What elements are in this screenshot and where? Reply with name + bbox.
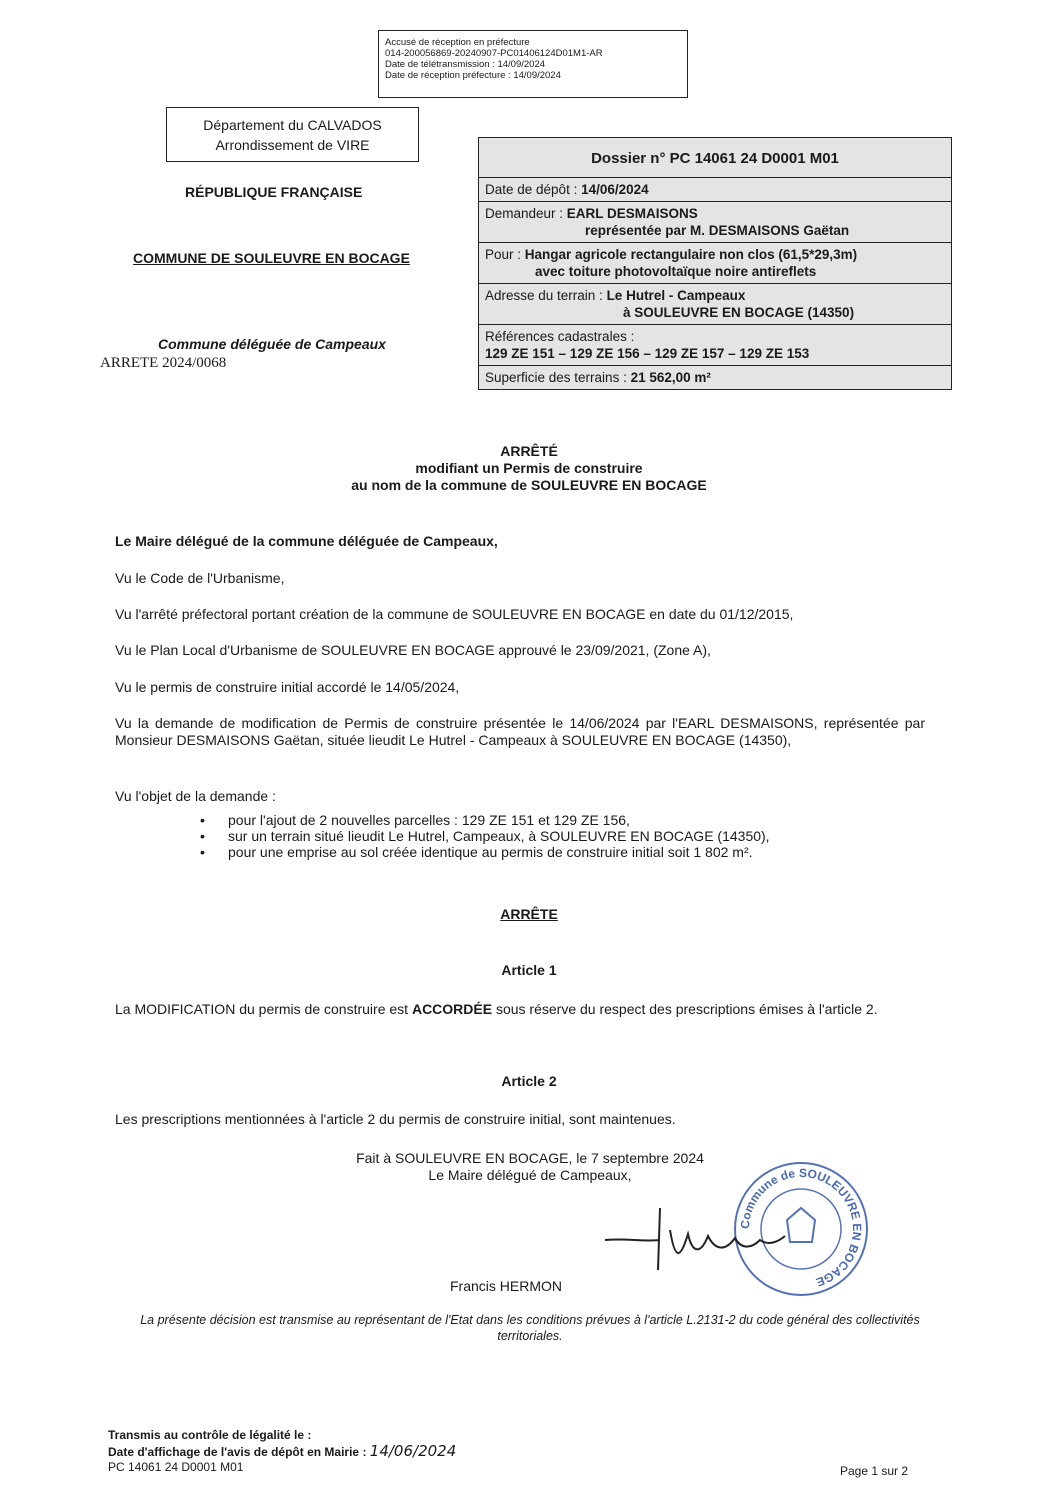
dossier-demandeur [479, 201, 951, 242]
label: Superficie des terrains : [485, 370, 631, 385]
arrete-number: ARRETE 2024/0068 [100, 355, 227, 371]
vu-line: Vu la demande de modification de Permis de construire présentée le 14/06/2024 par l'EARL DESMAISONS, représentée par Monsieur DESMAISONS Gaëtan, située lieudit Le Hutrel - Campeaux à SOULEUVRE EN BOCAGE (14350), [115, 715, 925, 748]
article-2-title: Article 2 [501, 1073, 557, 1089]
republique-heading: RÉPUBLIQUE FRANÇAISE [185, 184, 363, 200]
handwritten-date: 14/06/2024 [369, 1442, 457, 1460]
list-item: • pour une emprise au sol créée identique au permis de construire initial soit 1 802 m². [200, 844, 770, 860]
value: 14/06/2024 [581, 182, 649, 197]
bullet-list [200, 812, 770, 860]
departement: Département du CALVADOS [203, 117, 382, 133]
value: EARL DESMAISONS [566, 206, 698, 221]
department-box [166, 107, 419, 162]
doc-title [0, 443, 1058, 494]
label: Références cadastrales : [485, 329, 635, 344]
list-item: • pour l'ajout de 2 nouvelles parcelles : 129 ZE 151 et 129 ZE 156, [200, 812, 770, 828]
vu-line: Vu l'arrêté préfectoral portant création de la commune de SOULEUVRE EN BOCAGE en date du 01/12/2015, [115, 606, 794, 622]
signature-block [300, 1150, 760, 1184]
value: 129 ZE 151 – 129 ZE 156 – 129 ZE 157 – 129 ZE 153 [485, 346, 810, 361]
vu-line: Vu le permis de construire initial accordé le 14/05/2024, [115, 679, 460, 695]
maire-signature-title: Le Maire délégué de Campeaux, [428, 1167, 632, 1183]
footer-affichage [108, 1444, 456, 1460]
text: La MODIFICATION du permis de construire est [115, 1001, 412, 1017]
footer-ref: PC 14061 24 D0001 M01 [108, 1460, 244, 1474]
title-line: ARRÊTÉ [500, 443, 558, 459]
value: Le Hutrel - Campeaux [606, 288, 746, 303]
value: Hangar agricole rectangulaire non clos (61,5*29,3m) [524, 247, 858, 262]
label: Date de dépôt : [485, 182, 582, 197]
accordee: ACCORDÉE [411, 1001, 493, 1017]
text: sous réserve du respect des prescriptions émises à l'article 2. [492, 1001, 878, 1017]
article-1-title: Article 1 [501, 962, 557, 978]
signature-mark [600, 1200, 790, 1280]
signatory-name: Francis HERMON [450, 1278, 563, 1294]
label: Demandeur : [485, 206, 567, 221]
value: avec toiture photovoltaïque noire antireflets [535, 264, 817, 279]
vu-line: Vu le Code de l'Urbanisme, [115, 570, 285, 586]
reception-line: Date de télétransmission : 14/09/2024 [385, 59, 546, 70]
arrete-heading: ARRÊTE [500, 906, 558, 922]
title-line: modifiant un Permis de construire [415, 460, 643, 476]
commune-deleguee: Commune déléguée de Campeaux [158, 336, 386, 352]
legal-notice: La présente décision est transmise au représentant de l'Etat dans les conditions prévues à l'article L.2131-2 du code général des collectivités territoriales. [140, 1313, 920, 1343]
seal-text: Commune de SOULEUVRE EN BOCAGE [737, 1165, 865, 1290]
list-item: • sur un terrain situé lieudit Le Hutrel, Campeaux, à SOULEUVRE EN BOCAGE (14350), [200, 828, 770, 844]
dossier-superficie [479, 365, 951, 389]
dossier-pour [479, 242, 951, 283]
reception-stamp [378, 30, 688, 98]
reception-line: Accusé de réception en préfecture [385, 37, 530, 48]
value: représentée par M. DESMAISONS Gaëtan [585, 223, 850, 238]
commune-heading: COMMUNE DE SOULEUVRE EN BOCAGE [133, 250, 410, 266]
footer-transmis: Transmis au contrôle de légalité le : [108, 1428, 312, 1442]
reception-line: 014-200056869-20240907-PC01406124D01M1-AR [385, 48, 603, 59]
maire-line: Le Maire délégué de la commune déléguée de Campeaux, [115, 533, 498, 549]
value: 21 562,00 m² [630, 370, 711, 385]
vu-line: Vu l'objet de la demande : [115, 788, 276, 804]
title-line: au nom de la commune de SOULEUVRE EN BOCAGE [351, 477, 707, 493]
article-1-text [115, 1001, 925, 1018]
label: Adresse du terrain : [485, 288, 607, 303]
dossier-depot [479, 177, 951, 201]
fait-line: Fait à SOULEUVRE EN BOCAGE, le 7 septembre 2024 [356, 1150, 704, 1166]
arrondissement: Arrondissement de VIRE [215, 137, 370, 153]
label: Pour : [485, 247, 525, 262]
label: Date d'affichage de l'avis de dépôt en Mairie : [108, 1445, 370, 1459]
dossier-adresse [479, 283, 951, 324]
page-number: Page 1 sur 2 [840, 1464, 909, 1478]
vu-line: Vu le Plan Local d'Urbanisme de SOULEUVRE EN BOCAGE approuvé le 23/09/2021, (Zone A), [115, 642, 711, 658]
dossier-title: Dossier n° PC 14061 24 D0001 M01 [479, 138, 951, 177]
value: à SOULEUVRE EN BOCAGE (14350) [623, 305, 855, 320]
dossier-box [478, 137, 952, 390]
reception-line: Date de réception préfecture : 14/09/2024 [385, 70, 561, 81]
article-2-text: Les prescriptions mentionnées à l'article 2 du permis de construire initial, sont maintenues. [115, 1111, 676, 1127]
dossier-refs [479, 324, 951, 365]
